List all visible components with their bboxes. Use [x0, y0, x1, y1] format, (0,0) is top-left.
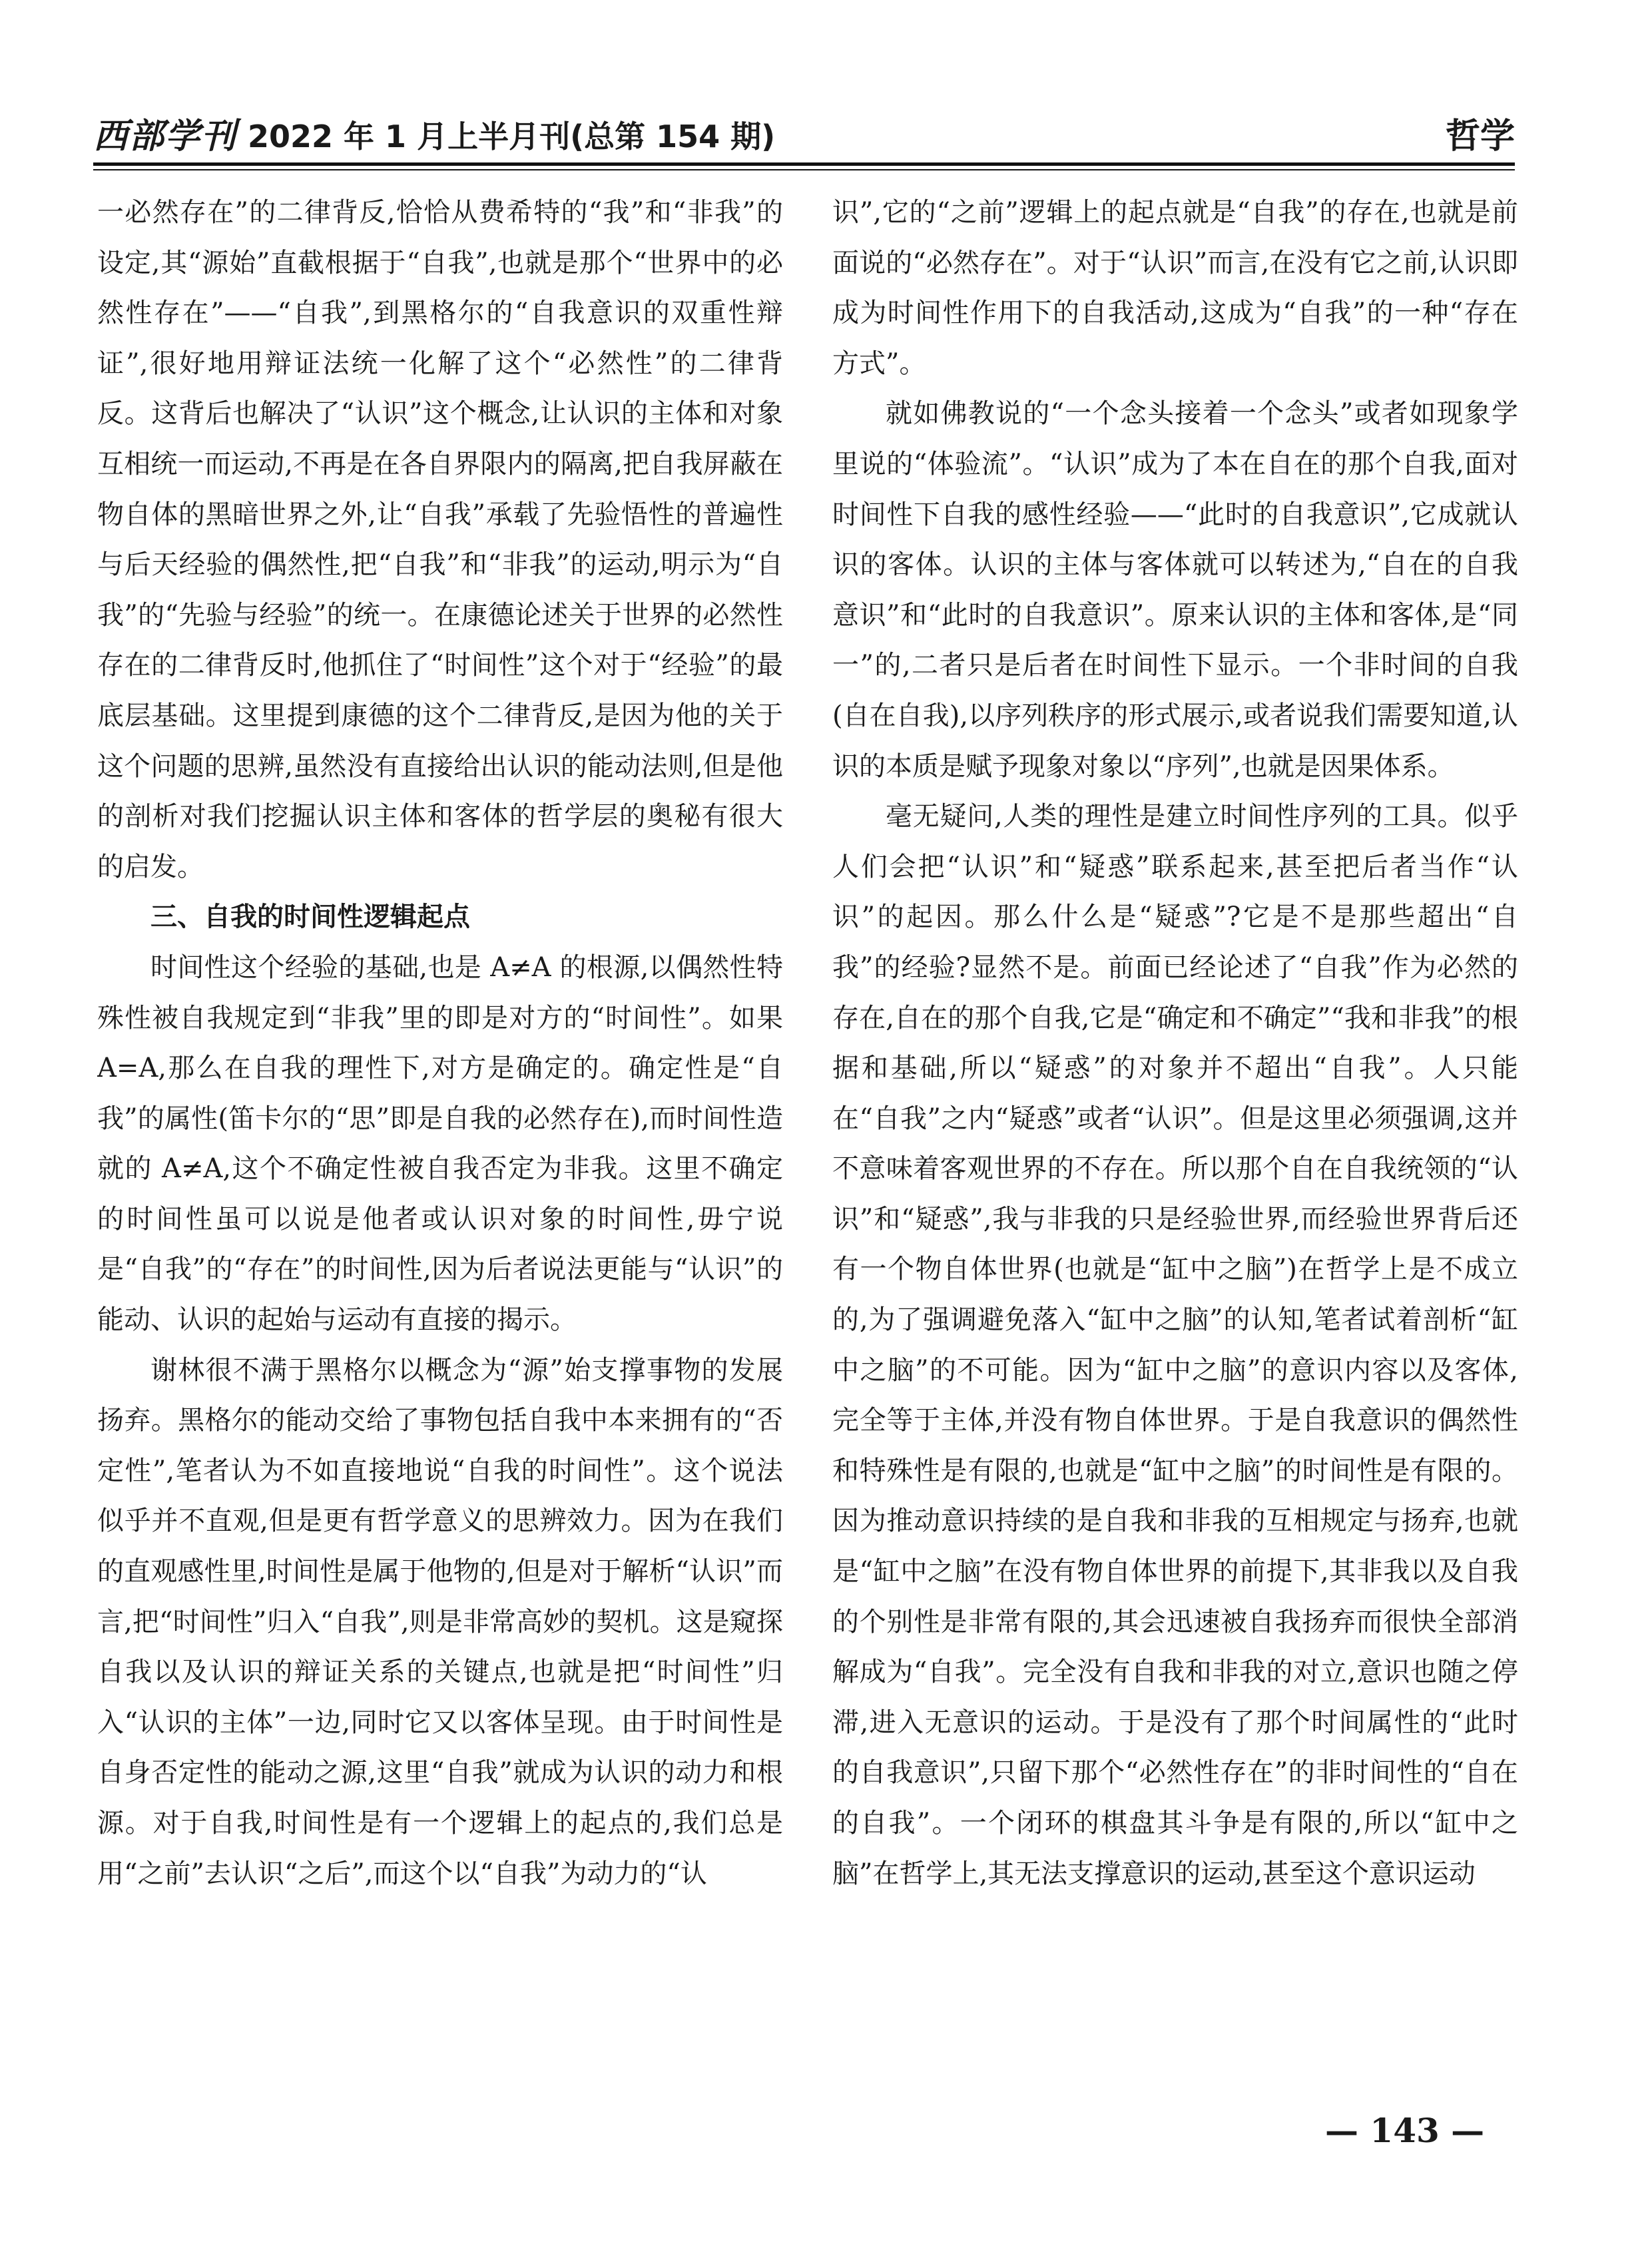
header-rule-thin [93, 169, 1515, 170]
paragraph: 毫无疑问,人类的理性是建立时间性序列的工具。似乎人们会把“认识”和“疑惑”联系起来,甚至把后者当作“认识”的起因。那么什么是“疑惑”?它是不是那些超出“自我”的经验?显然不是。前面已经论述了“自我”作为必然的存在,自在的那个自我,它是“确定和不确定”“我和非我”的根据和基础,所以“疑惑”的对象并不超出“自我”。人只能在“自我”之内“疑惑”或者“认识”。但是这里必须强调,这并不意味着客观世界的不存在。所以那个自在自我统领的“认识”和“疑惑”,我与非我的只是经验世界,而经验世界背后还有一个物自体世界(也就是“缸中之脑”)在哲学上是不成立的,为了强调避免落入“缸中之脑”的认知,笔者试着剖析“缸中之脑”的不可能。因为“缸中之脑”的意识内容以及客体,完全等于主体,并没有物自体世界。于是自我意识的偶然性和特殊性是有限的,也就是“缸中之脑”的时间性是有限的。因为推动意识持续的是自我和非我的互相规定与扬弃,也就是“缸中之脑”在没有物自体世界的前提下,其非我以及自我的个别性是非常有限的,其会迅速被自我扬弃而很快全部消解成为“自我”。完全没有自我和非我的对立,意识也随之停滞,进入无意识的运动。于是没有了那个时间属性的“此时的自我意识”,只留下那个“必然性存在”的非时间性的“自在的自我”。一个闭环的棋盘其斗争是有限的,所以“缸中之脑”在哲学上,其无法支撑意识的运动,甚至这个意识运动 [832, 801, 1518, 1889]
section-heading: 三、自我的时间性逻辑起点 [150, 902, 470, 933]
paragraph: 识”,它的“之前”逻辑上的起点就是“自我”的存在,也就是前面说的“必然存在”。对于“认识”而言,在没有它之前,认识即成为时间性作用下的自我活动,这成为“自我”的一种“存在方式”。 [832, 197, 1518, 379]
section-label: 哲学 [1445, 117, 1515, 156]
right-column [832, 188, 1518, 2092]
page-number: — 143 — [1325, 2111, 1485, 2150]
issue-info: 2022 年 1 月上半月刊(总第 154 期) [248, 119, 776, 154]
paragraph: 时间性这个经验的基础,也是 A≠A 的根源,以偶然性特殊性被自我规定到“非我”里的即是对方的“时间性”。如果 A=A,那么在自我的理性下,对方是确定的。确定性是“自我”的属性(笛卡尔的“思”即是自我的必然存在),而时间性造就的 A≠A,这个不确定性被自我否定为非我。这里不确定的时间性虽可以说是他者或认识对象的时间性,毋宁说是“自我”的“存在”的时间性,因为后者说法更能与“认识”的能动、认识的起始与运动有直接的揭示。 [97, 952, 783, 1336]
journal-logo: 西部学刊 [93, 116, 238, 156]
paragraph: 就如佛教说的“一个念头接着一个念头”或者如现象学里说的“体验流”。“认识”成为了本在自在的那个自我,面对时间性下自我的感性经验——“此时的自我意识”,它成就认识的客体。认识的主体与客体就可以转述为,“自在的自我意识”和“此时的自我意识”。原来认识的主体和客体,是“同一”的,二者只是后者在时间性下显示。一个非时间的自我(自在自我),以序列秩序的形式展示,或者说我们需要知道,认识的本质是赋予现象对象以“序列”,也就是因果体系。 [832, 398, 1518, 782]
header-rule [93, 162, 1515, 166]
paragraph: 一必然存在”的二律背反,恰恰从费希特的“我”和“非我”的设定,其“源始”直截根据于“自我”,也就是那个“世界中的必然性存在”——“自我”,到黑格尔的“自我意识的双重性辩证”,很好地用辩证法统一化解了这个“必然性”的二律背反。这背后也解决了“认识”这个概念,让认识的主体和对象互相统一而运动,不再是在各自界限内的隔离,把自我屏蔽在物自体的黑暗世界之外,让“自我”承载了先验悟性的普遍性与后天经验的偶然性,把“自我”和“非我”的运动,明示为“自我”的“先验与经验”的统一。在康德论述关于世界的必然性存在的二律背反时,他抓住了“时间性”这个对于“经验”的最底层基础。这里提到康德的这个二律背反,是因为他的关于这个问题的思辨,虽然没有直接给出认识的能动法则,但是他的剖析对我们挖掘认识主体和客体的哲学层的奥秘有很大的启发。 [97, 197, 783, 882]
page-header [93, 113, 1515, 160]
paragraph: 谢林很不满于黑格尔以概念为“源”始支撑事物的发展扬弃。黑格尔的能动交给了事物包括自我中本来拥有的“否定性”,笔者认为不如直接地说“自我的时间性”。这个说法似乎并不直观,但是更有哲学意义的思辨效力。因为在我们的直观感性里,时间性是属于他物的,但是对于解析“认识”而言,把“时间性”归入“自我”,则是非常高妙的契机。这是窥探自我以及认识的辩证关系的关键点,也就是把“时间性”归入“认识的主体”一边,同时它又以客体呈现。由于时间性是自身否定性的能动之源,这里“自我”就成为认识的动力和根源。对于自我,时间性是有一个逻辑上的起点的,我们总是用“之前”去认识“之后”,而这个以“自我”为动力的“认 [97, 1354, 783, 1889]
left-column [97, 188, 783, 2092]
